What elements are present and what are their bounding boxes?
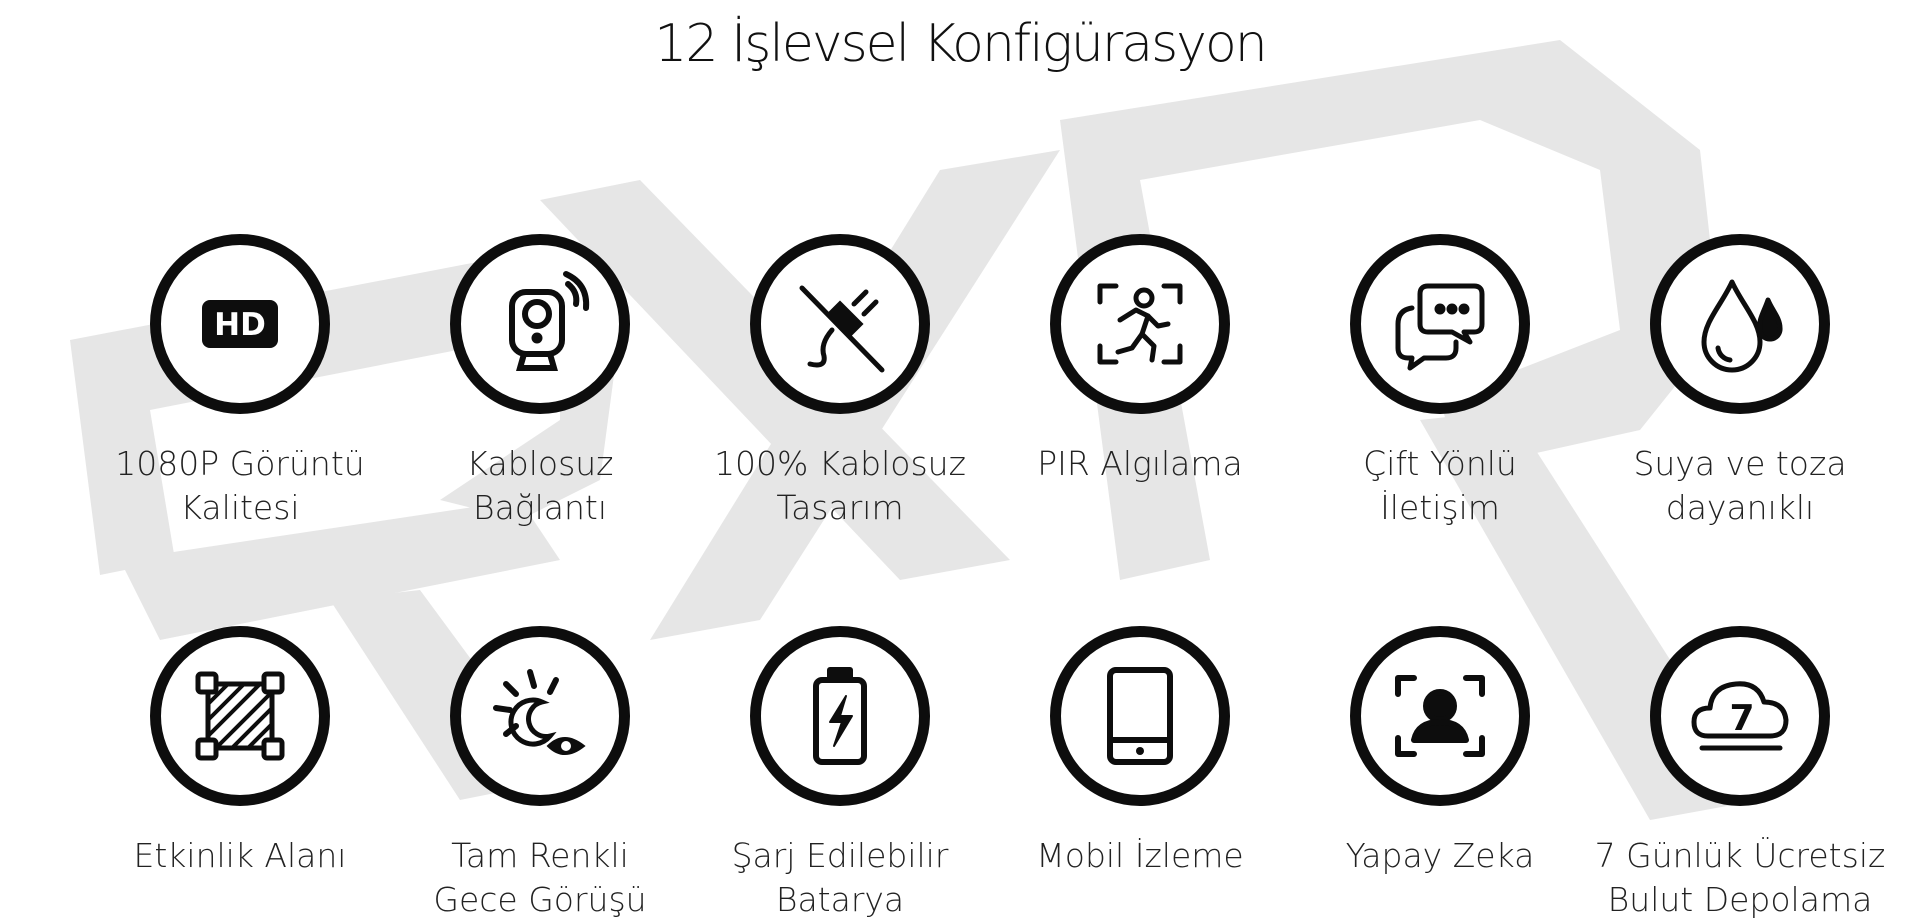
feature-night-vision	[390, 626, 690, 922]
feature-no-cable	[690, 234, 990, 530]
feature-icon-circle	[1350, 626, 1530, 806]
feature-ai	[1290, 626, 1590, 878]
face-recognition-icon	[1380, 656, 1500, 776]
feature-activity-zone	[90, 626, 390, 878]
feature-label: Suya ve toza dayanıklı	[1633, 444, 1847, 527]
activity-zone-icon	[180, 656, 300, 776]
feature-icon-circle	[1050, 234, 1230, 414]
feature-icon-circle	[750, 234, 930, 414]
feature-label: Etkinlik Alanı	[133, 836, 347, 875]
feature-icon-circle	[750, 626, 930, 806]
feature-label: Şarj Edilebilir Batarya	[731, 836, 949, 919]
feature-label: Çift Yönlü İletişim	[1363, 444, 1517, 527]
feature-two-way	[1290, 234, 1590, 530]
feature-icon-circle	[1650, 234, 1830, 414]
feature-label: 100% Kablosuz Tasarım	[714, 444, 966, 527]
feature-waterproof	[1590, 234, 1890, 530]
water-drop-icon	[1680, 264, 1800, 384]
feature-battery	[690, 626, 990, 922]
feature-label: PIR Algılama	[1037, 444, 1243, 483]
page-title: 12 İşlevsel Konfigürasyon	[654, 14, 1266, 74]
feature-icon-circle	[150, 234, 330, 414]
motion-detection-icon	[1080, 264, 1200, 384]
two-way-chat-icon	[1380, 264, 1500, 384]
svg-text:HD: HD	[214, 307, 266, 343]
feature-pir	[990, 234, 1290, 486]
feature-label: 1080P Görüntü Kalitesi	[115, 444, 365, 527]
feature-icon-circle	[450, 626, 630, 806]
feature-icon-circle	[1350, 234, 1530, 414]
feature-label: Mobil İzleme	[1036, 836, 1244, 875]
feature-icon-circle	[1650, 626, 1830, 806]
feature-wireless	[390, 234, 690, 530]
feature-label: Tam Renkli Gece Görüşü	[433, 836, 647, 919]
feature-label: 7 Günlük Ücretsiz Bulut Depolama	[1594, 836, 1886, 919]
feature-mobile	[990, 626, 1290, 878]
cloud-storage-icon	[1680, 656, 1800, 776]
battery-icon	[780, 656, 900, 776]
feature-cloud	[1590, 626, 1890, 922]
wireless-camera-icon	[480, 264, 600, 384]
feature-icon-circle	[150, 626, 330, 806]
tablet-icon	[1080, 656, 1200, 776]
feature-hd	[90, 234, 390, 530]
feature-label: Kablosuz Bağlantı	[466, 444, 614, 527]
feature-icon-circle	[450, 234, 630, 414]
night-vision-icon	[480, 656, 600, 776]
svg-text:7: 7	[1729, 698, 1755, 739]
no-cable-icon	[780, 264, 900, 384]
feature-label: Yapay Zeka	[1345, 836, 1535, 875]
feature-icon-circle	[1050, 626, 1230, 806]
hd-icon	[180, 264, 300, 384]
